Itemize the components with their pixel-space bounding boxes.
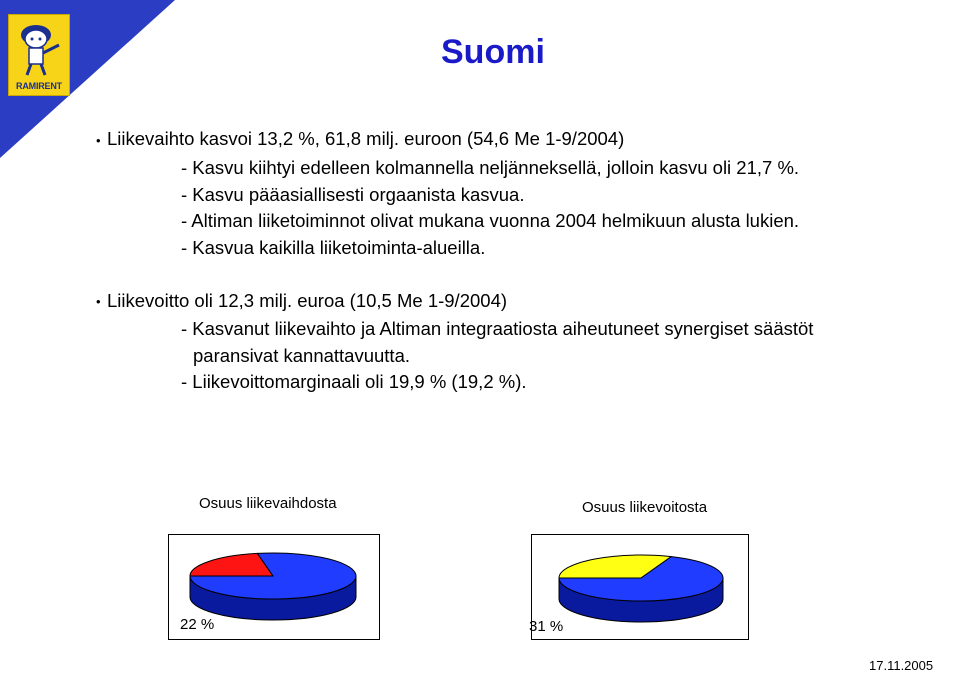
- section1-sub: - Kasvu kiihtyi edelleen kolmannella neljänneksellä, jolloin kasvu oli 21,7 %.: [181, 157, 800, 178]
- chart-title-revenue: Osuus liikevaihdosta: [199, 495, 337, 512]
- pie-label-profit: 31 %: [529, 618, 564, 635]
- bullet-icon: •: [96, 294, 101, 309]
- mascot-icon: [9, 15, 69, 77]
- section1-bullet: Liikevaihto kasvoi 13,2 %, 61,8 milj. euroon (54,6 Me 1-9/2004): [107, 128, 625, 149]
- section2-sub: - Kasvanut liikevaihto ja Altiman integraatiosta aiheutuneet synergiset säästöt: [181, 318, 814, 339]
- bullet-icon: •: [96, 133, 101, 148]
- chart-title-profit: Osuus liikevoitosta: [582, 499, 708, 516]
- footer-date: 17.11.2005: [869, 658, 934, 673]
- section1-sub: - Altiman liiketoiminnot olivat mukana vuonna 2004 helmikuun alusta lukien.: [181, 210, 800, 231]
- logo-text: RAMIRENT: [16, 81, 62, 91]
- section2-sub: paransivat kannattavuutta.: [193, 345, 411, 366]
- pie-label-revenue: 22 %: [180, 616, 215, 633]
- ramirent-logo: [8, 14, 70, 96]
- section2-bullet: Liikevoitto oli 12,3 milj. euroa (10,5 Me 1-9/2004): [107, 290, 508, 311]
- page-title: Suomi: [441, 33, 545, 71]
- section1-sub: - Kasvu pääasiallisesti orgaanista kasvua.: [181, 184, 525, 205]
- section1-sub: - Kasvua kaikilla liiketoiminta-alueilla.: [181, 237, 486, 258]
- pie-chart-profit: [531, 534, 749, 640]
- section2-sub: - Liikevoittomarginaali oli 19,9 % (19,2 %).: [181, 371, 527, 392]
